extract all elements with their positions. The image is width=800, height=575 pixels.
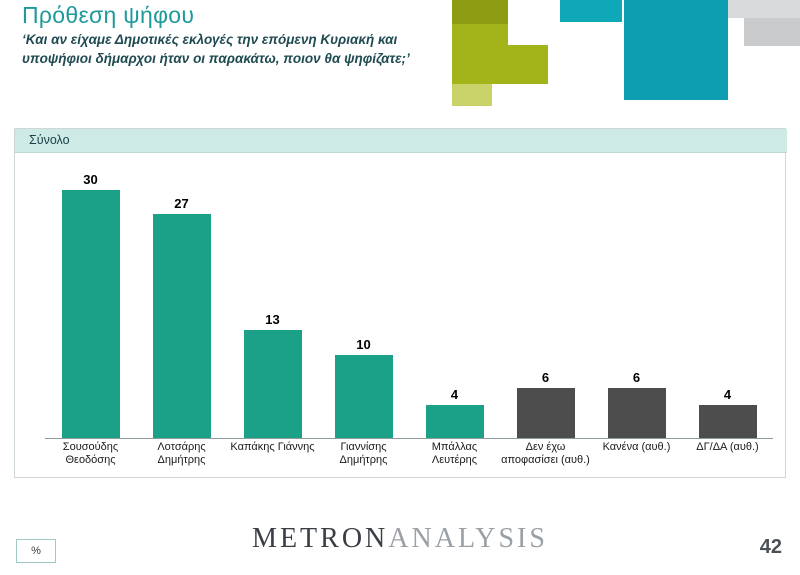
x-axis-label: Λοτσάρης Δημήτρης — [157, 441, 206, 466]
unit-label: % — [31, 545, 41, 557]
bar-item — [136, 163, 227, 438]
bar-item — [591, 163, 682, 438]
x-axis-label: Μπάλλας Λευτέρης — [431, 441, 478, 466]
bar — [62, 190, 120, 438]
bar-value-label: 4 — [450, 386, 459, 402]
panel-tab-label: Σύνολο — [29, 133, 70, 147]
bar — [426, 405, 484, 438]
brand-primary: METRON — [252, 523, 389, 554]
bar — [153, 214, 211, 438]
bar-item — [318, 163, 409, 438]
bar-value-label: 4 — [723, 386, 732, 402]
decor-square-teal-2 — [624, 0, 728, 100]
decor-square-white-2 — [560, 22, 628, 104]
bar-group — [45, 163, 773, 438]
bar-item — [682, 163, 773, 438]
x-axis-label: Δεν έχω αποφασίσει (αυθ.) — [501, 441, 590, 466]
chart-panel — [14, 128, 786, 478]
bar-value-label: 6 — [541, 370, 550, 386]
decor-square-gray-1 — [728, 0, 800, 18]
panel-tab — [15, 129, 787, 153]
decor-square-olive-3 — [452, 84, 492, 106]
brand-logo — [0, 523, 800, 555]
x-axis-label: Καπάκης Γιάννης — [230, 441, 315, 453]
bar-value-label: 13 — [265, 312, 280, 328]
x-axis-line — [45, 438, 773, 439]
brand-secondary: ANALYSIS — [388, 523, 548, 554]
bar — [517, 388, 575, 438]
bar-item — [500, 163, 591, 438]
page-title: Πρόθεση ψήφου — [22, 2, 195, 28]
x-axis-labels — [45, 441, 773, 467]
x-axis-label: Σουσούδης Θεοδόσης — [62, 441, 119, 466]
bar-value-label: 30 — [83, 171, 98, 187]
bar-value-label: 10 — [356, 337, 371, 353]
x-axis-label: Γιαννίσης Δημήτρης — [339, 441, 388, 466]
page-subtitle: ‘Και αν είχαμε Δημοτικές εκλογές την επόμενη Κυριακή και υποψήφιοι δήμαρχοι ήταν οι παρακάτω, ποιον θα ψηφίζατε;’ — [22, 32, 410, 66]
bar-item — [227, 163, 318, 438]
bar-item — [45, 163, 136, 438]
bar — [244, 330, 302, 438]
bar — [335, 355, 393, 438]
bar — [699, 405, 757, 438]
page-number: 42 — [759, 536, 782, 558]
decor-square-white-1 — [508, 0, 560, 45]
x-axis-label: ΔΓ/ΔΑ (αυθ.) — [696, 441, 759, 453]
bar-value-label: 27 — [174, 196, 189, 212]
bar — [608, 388, 666, 438]
bar-item — [409, 163, 500, 438]
bar-value-label: 6 — [632, 370, 641, 386]
x-axis-label: Κανένα (αυθ.) — [602, 441, 671, 453]
bar-chart — [15, 153, 787, 479]
decor-square-gray-2 — [744, 18, 800, 46]
